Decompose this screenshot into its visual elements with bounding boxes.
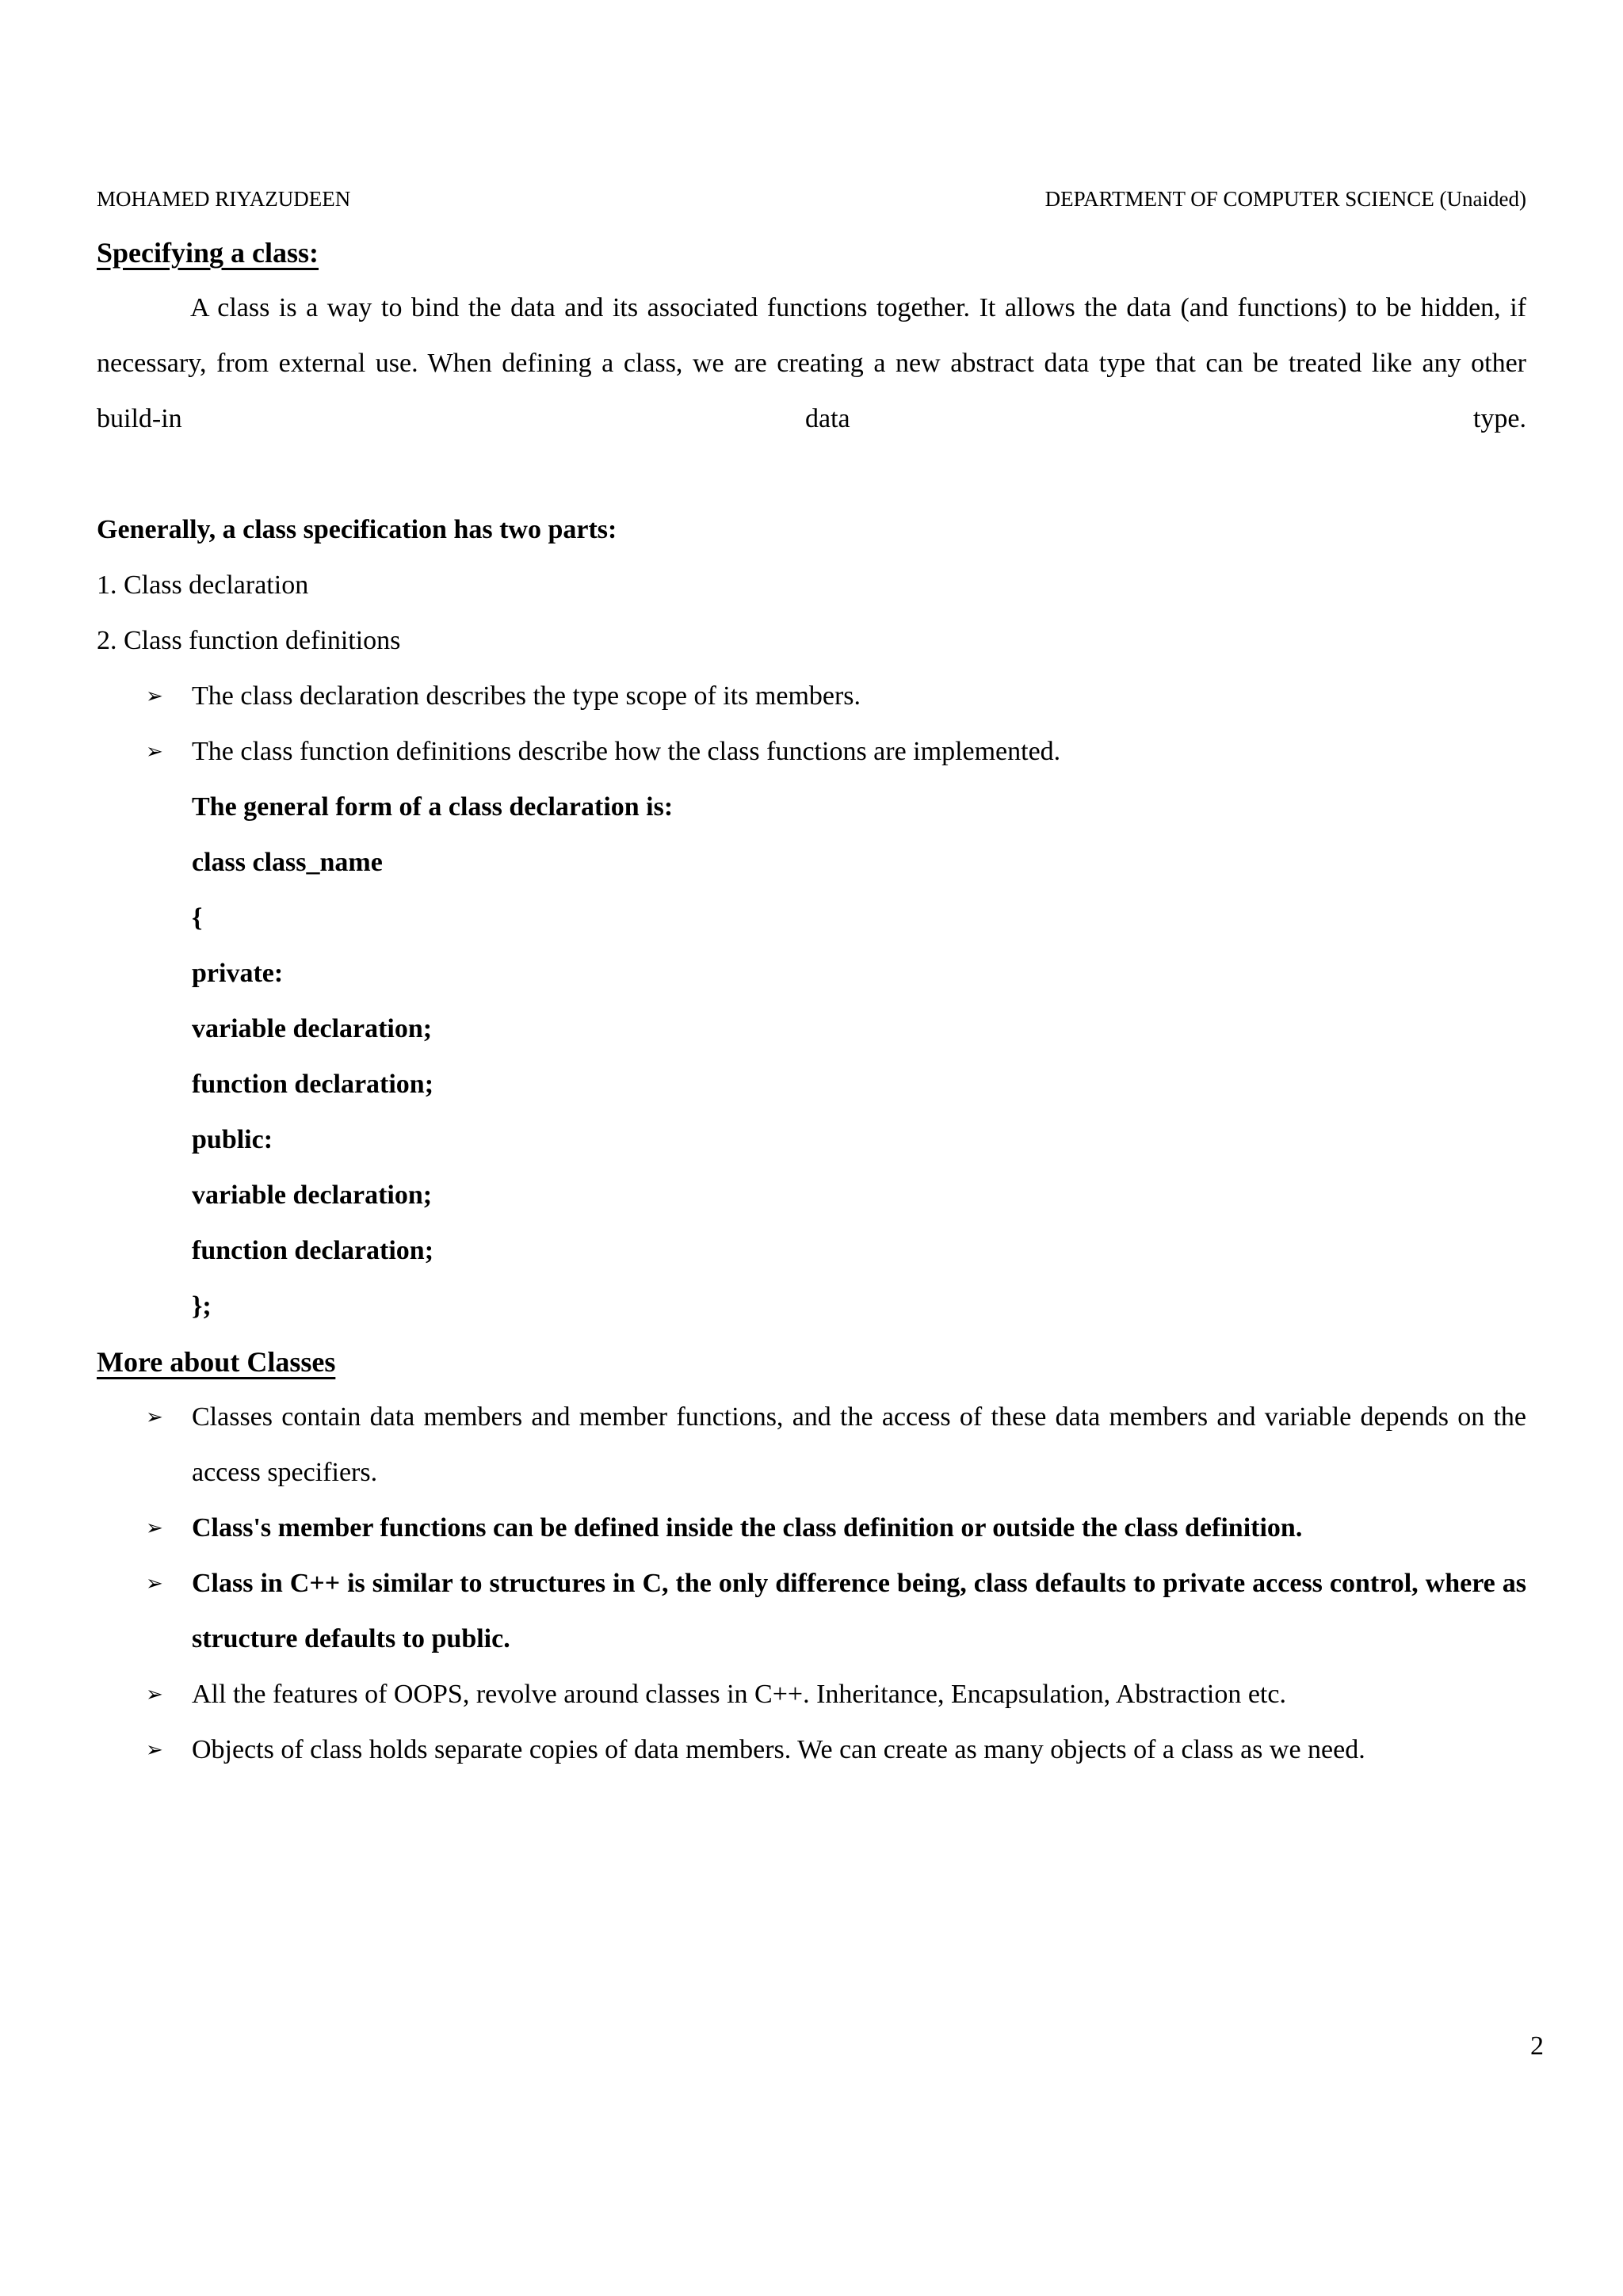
arrow-bullet-icon: ➢ xyxy=(146,1738,163,1762)
heading-specifying-class xyxy=(97,225,1526,280)
arrow-bullet-icon: ➢ xyxy=(146,685,163,708)
bullet-item-objects-copies xyxy=(97,1722,1526,1778)
general-form-heading: The general form of a class declaration is: xyxy=(192,792,674,822)
bullet-text: Objects of class holds separate copies of data members. We can create as many objects of a class as we need. xyxy=(192,1735,1365,1764)
page-header xyxy=(97,185,1526,212)
heading-class-specification-parts: Generally, a class specification has two parts: xyxy=(97,515,617,544)
arrow-bullet-icon: ➢ xyxy=(146,740,163,764)
code-line: private: xyxy=(192,959,284,988)
bullet-text: Classes contain data members and member functions, and the access of these data members and variable depends on the access specifiers. xyxy=(192,1402,1526,1487)
code-line: public: xyxy=(192,1125,273,1154)
code-line: }; xyxy=(192,1291,212,1321)
header-author-text: MOHAMED RIYAZUDEEN xyxy=(97,187,351,211)
arrow-bullet-icon: ➢ xyxy=(146,1683,163,1707)
arrow-bullet-icon: ➢ xyxy=(146,1405,163,1429)
bullet-item-function-definitions xyxy=(97,724,1526,780)
arrow-bullet-icon: ➢ xyxy=(146,1572,163,1596)
numbered-item-class-declaration: 1. Class declaration xyxy=(97,570,309,600)
bullet-item-oops-features xyxy=(97,1667,1526,1722)
code-line: class class_name xyxy=(192,848,383,877)
page-number: 2 xyxy=(1530,2031,1544,2061)
header-department-text: DEPARTMENT OF COMPUTER SCIENCE (Unaided) xyxy=(1044,187,1526,211)
numbered-item-class-function-definitions: 2. Class function definitions xyxy=(97,626,401,655)
intro-paragraph: A class is a way to bind the data and its associated functions together. It allows the data (and functions) to be hidden, if necessary, from external use. When defining a class, we are creating a new abstract data type that can be treated like any other build-in data type. xyxy=(97,293,1526,433)
bullet-item-declaration-scope xyxy=(97,669,1526,724)
code-line: function declaration; xyxy=(192,1236,434,1265)
code-line: { xyxy=(192,903,203,933)
bullet-text: Class in C++ is similar to structures in C, the only difference being, class defaults to private access control, where as structure defaults to public. xyxy=(192,1569,1526,1653)
code-line: variable declaration; xyxy=(192,1180,433,1210)
bullet-item-data-members xyxy=(97,1390,1526,1501)
bullet-text: The class declaration describes the type scope of its members. xyxy=(192,681,861,711)
bullet-text: All the features of OOPS, revolve around classes in C++. Inheritance, Encapsulation, Abstraction etc. xyxy=(192,1680,1286,1709)
bullet-text: The class function definitions describe how the class functions are implemented. xyxy=(192,737,1061,766)
bullet-text: Class's member functions can be defined inside the class definition or outside the class definition. xyxy=(192,1513,1303,1543)
heading-specifying-class-text: Specifying a class: xyxy=(97,237,319,269)
bullet-item-class-vs-structure xyxy=(97,1556,1526,1667)
arrow-bullet-icon: ➢ xyxy=(146,1516,163,1540)
code-line: variable declaration; xyxy=(192,1014,433,1043)
bullet-item-member-functions xyxy=(97,1501,1526,1556)
code-line: function declaration; xyxy=(192,1070,434,1099)
heading-more-about-classes-text: More about Classes xyxy=(97,1346,336,1378)
heading-more-about-classes xyxy=(97,1334,1526,1390)
